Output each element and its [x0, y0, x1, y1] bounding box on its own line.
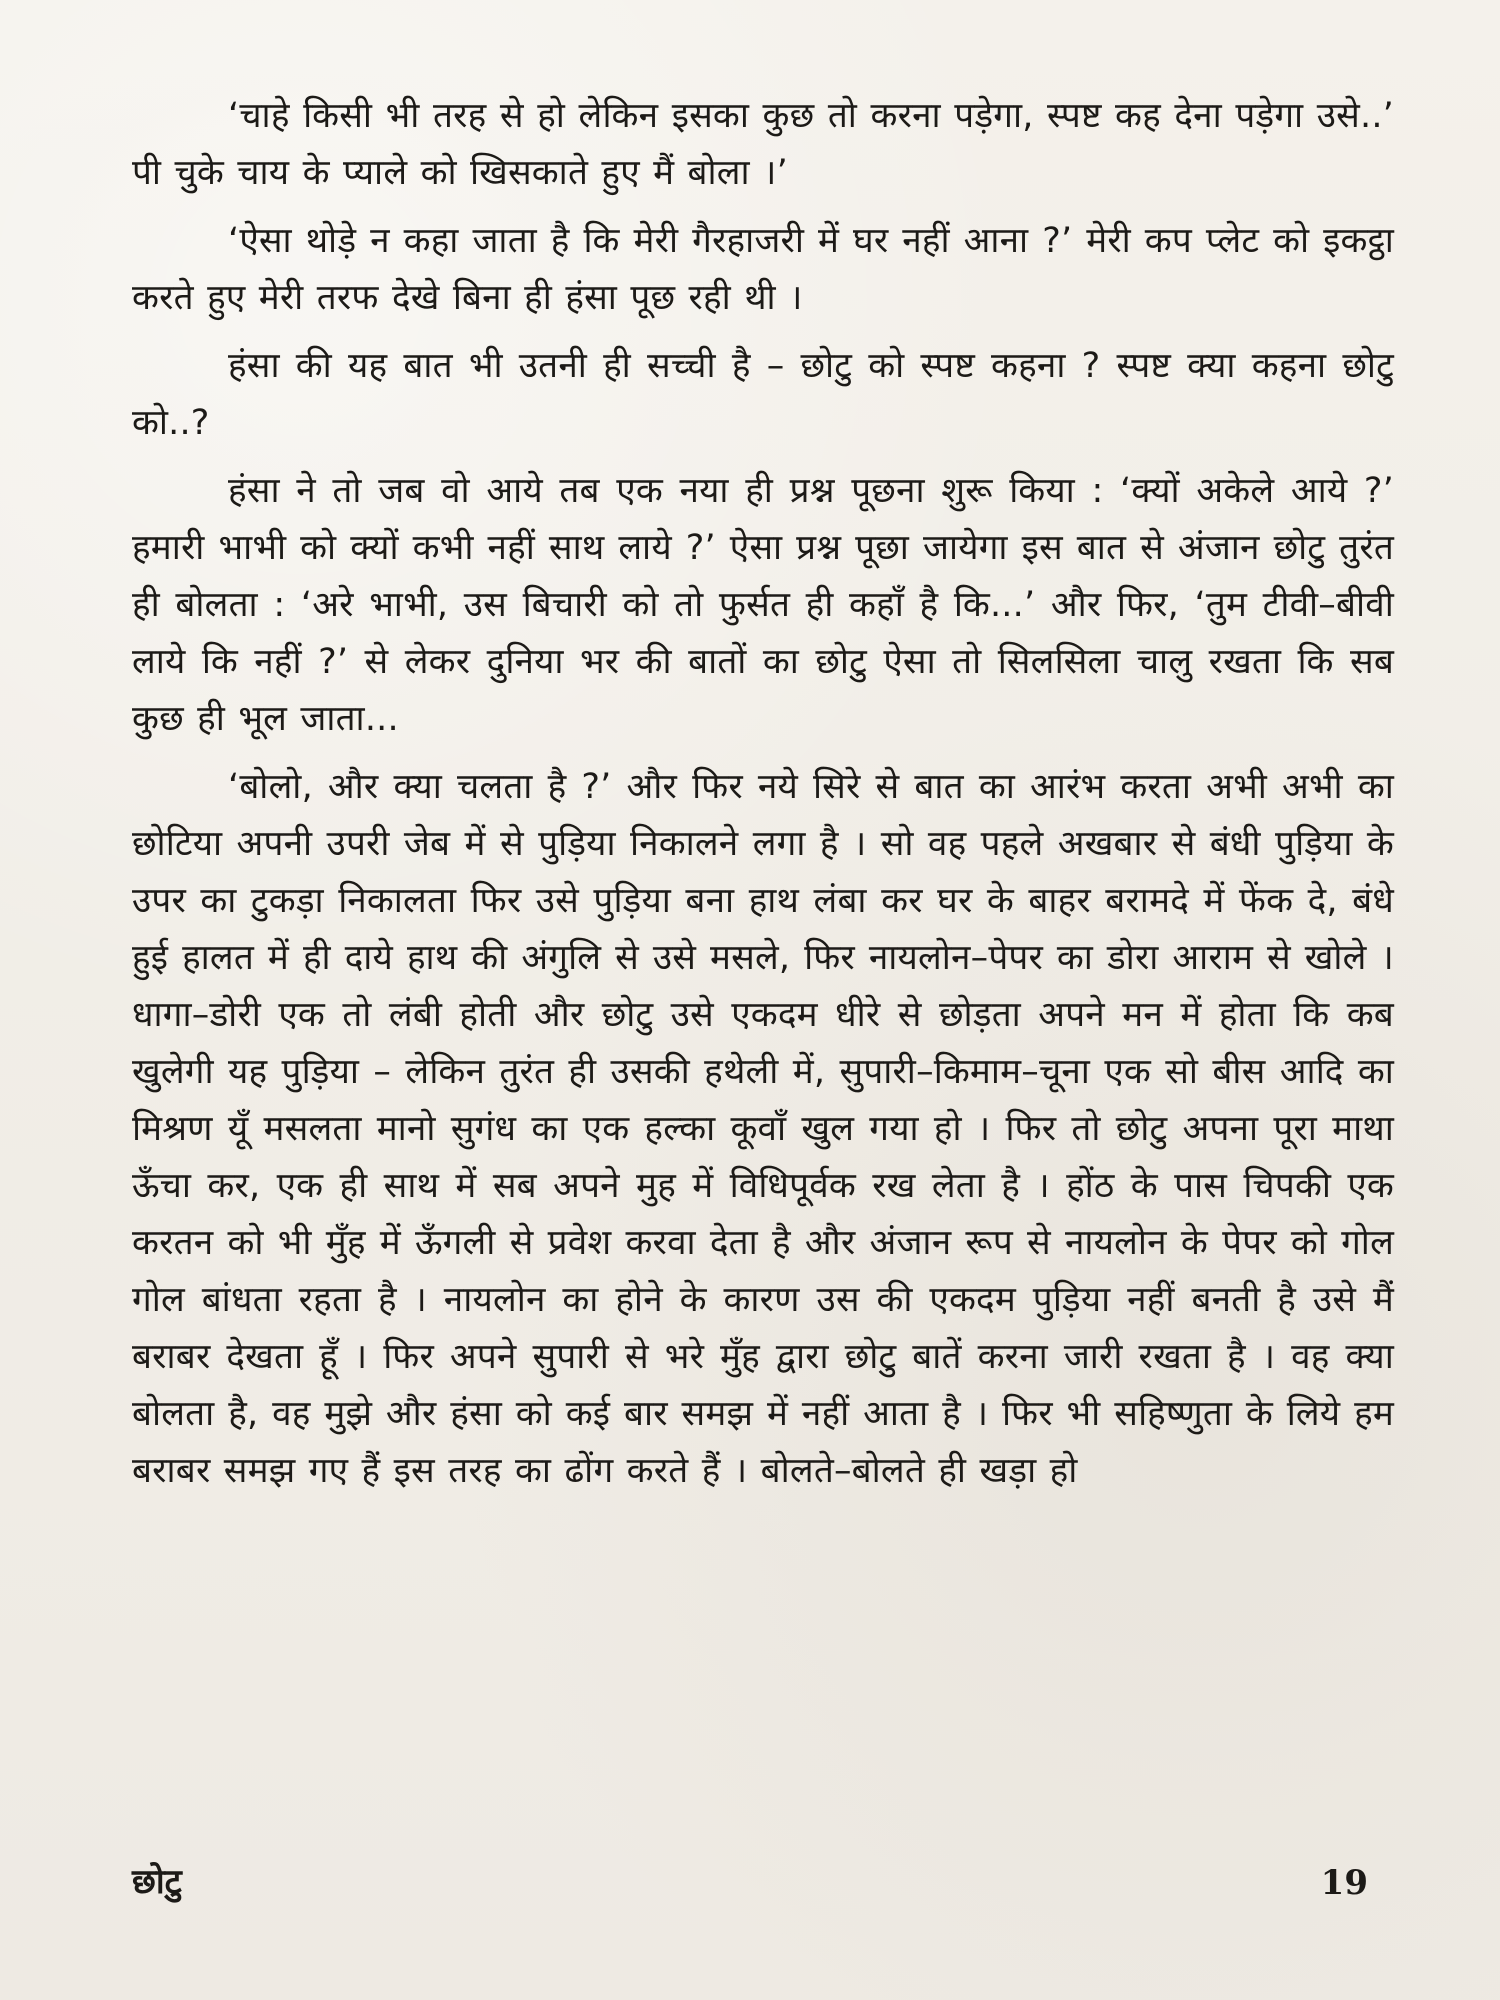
paragraph: हंसा ने तो जब वो आये तब एक नया ही प्रश्न पूछना शुरू किया : ‘क्यों अकेले आये ?’ हमारी भाभी को क्यों कभी नहीं साथ लाये ?’ ऐसा प्रश्न पूछा जायेगा इस बात से अंजान छोटु तुरंत ही बोलता : ‘अरे भाभी, उस बिचारी को तो फुर्सत ही कहाँ है कि...’ और फिर, ‘तुम टीवी–बीवी लाये कि नहीं ?’ से लेकर दुनिया भर की बातों का छोटु ऐसा तो सिलसिला चालु रखता कि सब कुछ ही भूल जाता... [132, 471, 1394, 739]
paragraph: ‘ऐसा थोड़े न कहा जाता है कि मेरी गैरहाजरी में घर नहीं आना ?’ मेरी कप प्लेट को इकट्ठा करते हुए मेरी तरफ देखे बिना ही हंसा पूछ रही थी । [132, 221, 1394, 318]
page-number: 19 [1320, 1863, 1368, 1903]
paragraph: ‘चाहे किसी भी तरह से हो लेकिन इसका कुछ तो करना पड़ेगा, स्पष्ट कह देना पड़ेगा उसे..’ पी चुके चाय के प्याले को खिसकाते हुए मैं बोला ।’ [132, 96, 1394, 193]
footer-title: छोटु [132, 1862, 182, 1902]
paragraph: ‘बोलो, और क्या चलता है ?’ और फिर नये सिरे से बात का आरंभ करता अभी अभी का छोटिया अपनी उपरी जेब में से पुड़िया निकालने लगा है । सो वह पहले अखबार से बंधी पुड़िया के उपर का टुकड़ा निकालता फिर उसे पुड़िया बना हाथ लंबा कर घर के बाहर बरामदे में फेंक दे, बंधे हुई हालत में ही दाये हाथ की अंगुलि से उसे मसले, फिर नायलोन–पेपर का डोरा आराम से खोले । धागा–डोरी एक तो लंबी होती और छोटु उसे एकदम धीरे से छोड़ता अपने मन में होता कि कब खुलेगी यह पुड़िया – लेकिन तुरंत ही उसकी हथेली में, सुपारी–किमाम–चूना एक सो बीस आदि का मिश्रण यूँ मसलता मानो सुगंध का एक हल्का कूवाँ खुल गया हो । फिर तो छोटु अपना पूरा माथा ऊँचा कर, एक ही साथ में सब अपने मुह में विधिपूर्वक रख लेता है । होंठ के पास चिपकी एक करतन को भी मुँह में ऊँगली से प्रवेश करवा देता है और अंजान रूप से नायलोन के पेपर को गोल गोल बांधता रहता है । नायलोन का होने के कारण उस की एकदम पुड़िया नहीं बनती है उसे मैं बराबर देखता हूँ । फिर अपने सुपारी से भरे मुँह द्वारा छोटु बातें करना जारी रखता है । वह क्या बोलता है, वह मुझे और हंसा को कई बार समझ में नहीं आता है । फिर भी सहिष्णुता के लिये हम बराबर समझ गए हैं इस तरह का ढोंग करते हैं । बोलते–बोलते ही खड़ा हो [132, 767, 1394, 1491]
body-text [132, 88, 1394, 1500]
page-footer [132, 1860, 1368, 1912]
paragraph: हंसा की यह बात भी उतनी ही सच्ची है – छोटु को स्पष्ट कहना ? स्पष्ट क्या कहना छोटु को..? [132, 346, 1394, 443]
